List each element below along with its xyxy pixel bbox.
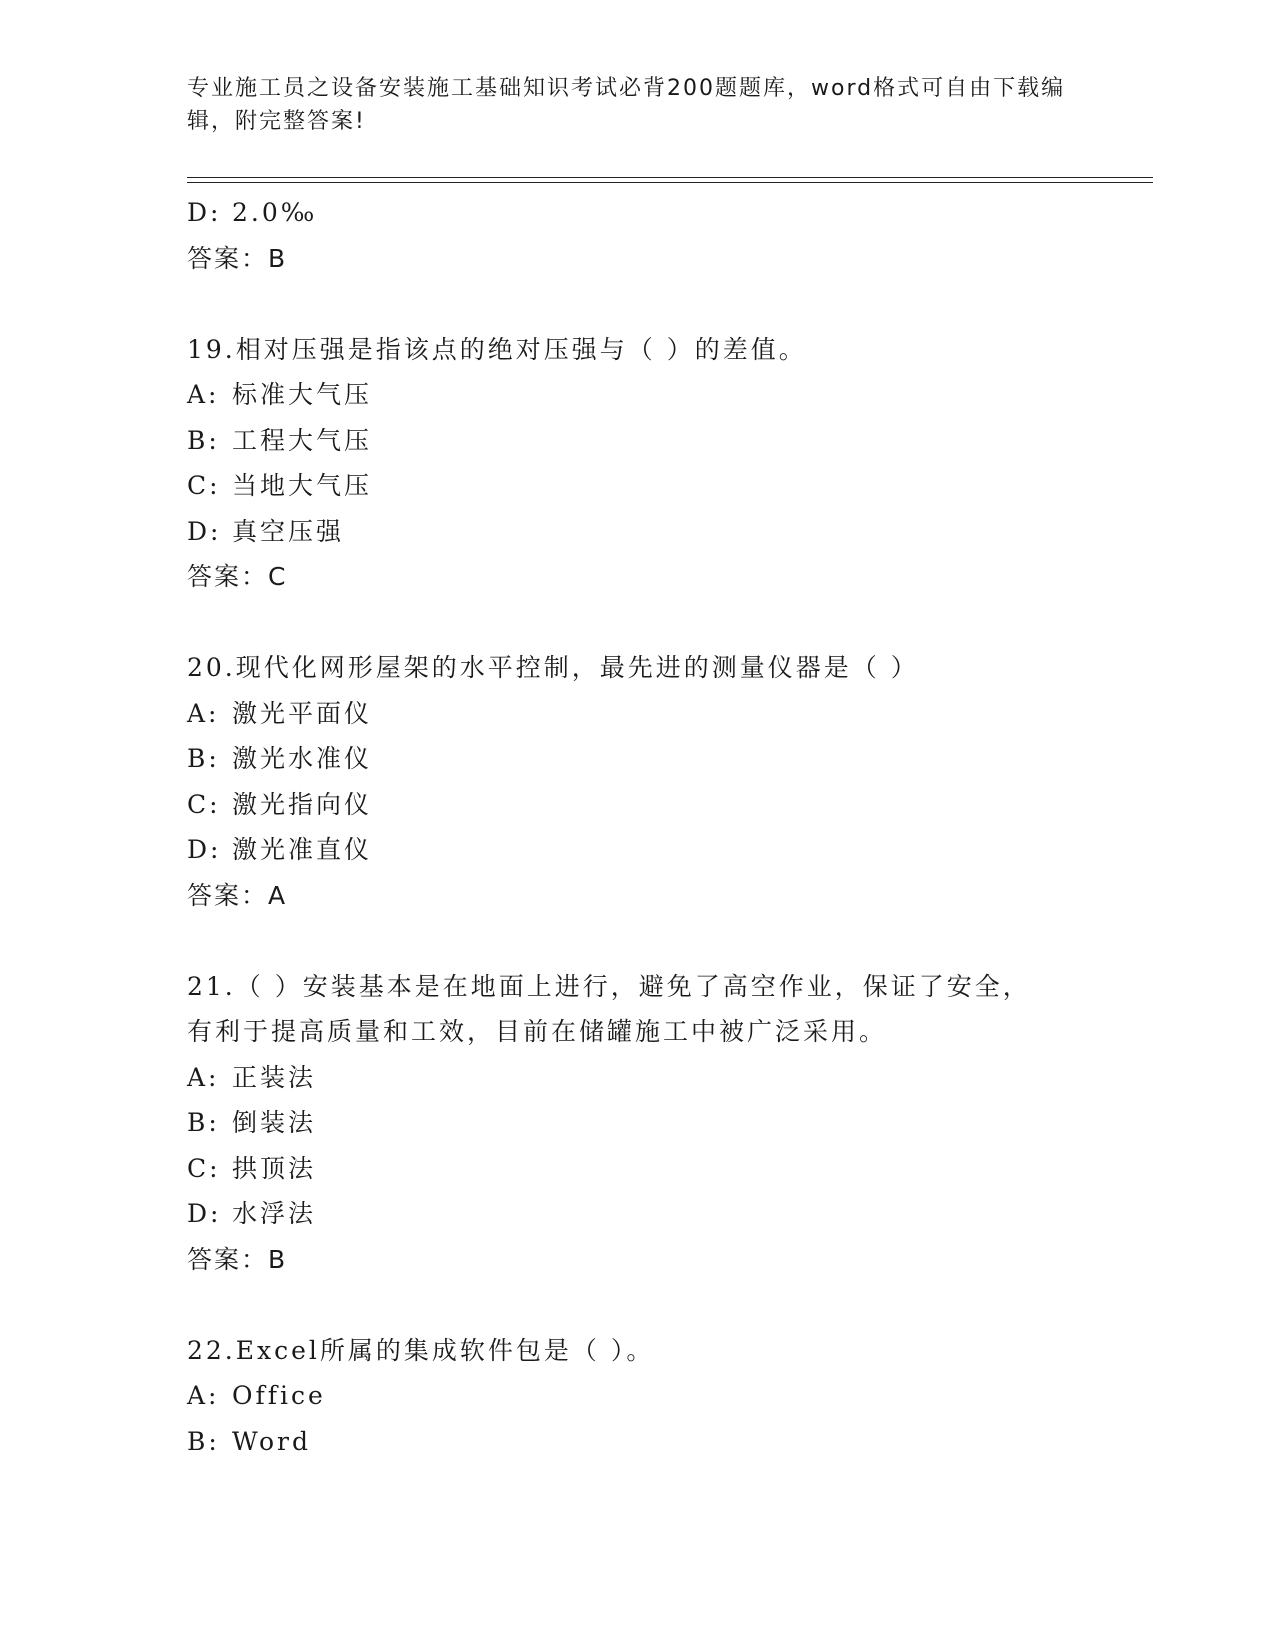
option-key: B: <box>187 744 220 773</box>
option-text: 水浮法 <box>232 1199 317 1228</box>
option-line <box>187 1191 1137 1237</box>
option-key: A: <box>187 1381 220 1410</box>
question-text: 20.现代化网形屋架的水平控制，最先进的测量仪器是（ ） <box>187 653 919 682</box>
option-key: C: <box>187 789 221 819</box>
question-text: 19.相对压强是指该点的绝对压强与（ ）的差值。 <box>187 334 807 364</box>
spacer <box>187 1282 1137 1328</box>
option-text: 标准大气压 <box>232 380 373 409</box>
option-key: C: <box>187 471 221 500</box>
question-text: 22.Excel所属的集成软件包是（ ）。 <box>187 1335 655 1365</box>
option-key: D: <box>187 835 222 864</box>
option-line <box>187 1055 1137 1101</box>
option-line <box>187 736 1137 782</box>
answer-value: A <box>268 880 288 910</box>
option-line <box>187 372 1137 418</box>
question-22 <box>187 1328 1137 1465</box>
answer-line <box>187 873 1137 919</box>
option-line <box>187 691 1137 737</box>
option-line <box>187 1373 1137 1419</box>
answer-label: 答案： <box>187 562 269 591</box>
option-key: D: <box>187 516 222 546</box>
option-text: 激光平面仪 <box>232 698 373 728</box>
question-21 <box>187 964 1137 1283</box>
header-rule-bottom <box>187 182 1153 183</box>
option-key: B: <box>187 1108 220 1137</box>
option-key: D: <box>187 1199 222 1228</box>
option-text: 真空压强 <box>232 516 345 546</box>
option-text: Office <box>232 1381 326 1410</box>
option-text: 拱顶法 <box>232 1153 317 1183</box>
option-line <box>187 1146 1137 1192</box>
option-text: 正装法 <box>232 1062 317 1092</box>
option-line <box>187 509 1137 555</box>
answer-value: B <box>268 1244 288 1274</box>
option-key: A: <box>187 380 220 409</box>
option-key: A: <box>187 1062 220 1092</box>
question-20 <box>187 645 1137 918</box>
answer-line <box>187 554 1137 600</box>
answer-label: 答案： <box>187 880 269 910</box>
option-text: 激光水准仪 <box>232 744 373 773</box>
answer-line <box>187 1237 1137 1283</box>
option-line <box>187 190 1137 236</box>
option-text: 激光指向仪 <box>232 789 373 819</box>
question-19 <box>187 327 1137 600</box>
document-header: 专业施工员之设备安装施工基础知识考试必背200题题库，word格式可自由下载编辑，附完整答案! <box>187 76 1066 134</box>
option-line <box>187 463 1137 509</box>
option-text: 工程大气压 <box>232 425 373 455</box>
option-text: Word <box>232 1426 312 1456</box>
option-line <box>187 782 1137 828</box>
option-line <box>187 418 1137 464</box>
option-line <box>187 1419 1137 1465</box>
answer-value: C <box>268 562 288 591</box>
header-rule-top <box>187 177 1153 178</box>
option-text: 当地大气压 <box>232 471 373 500</box>
answer-label: 答案： <box>187 243 269 273</box>
option-key: C: <box>187 1153 221 1183</box>
option-line <box>187 827 1137 873</box>
option-text: 2.0‰ <box>232 198 318 227</box>
option-key: D: <box>187 198 222 227</box>
document-body <box>187 190 1137 1464</box>
spacer <box>187 600 1137 646</box>
option-key: B: <box>187 1426 220 1456</box>
option-text: 倒装法 <box>232 1108 317 1137</box>
answer-value: B <box>268 243 288 273</box>
spacer <box>187 281 1137 327</box>
spacer <box>187 918 1137 964</box>
option-text: 激光准直仪 <box>232 835 373 864</box>
answer-label: 答案： <box>187 1244 269 1274</box>
answer-line <box>187 236 1137 282</box>
option-line <box>187 1100 1137 1146</box>
option-key: B: <box>187 425 220 455</box>
question-text: 21.（ ）安装基本是在地面上进行，避免了高空作业，保证了安全，有利于提高质量和工效，目前在储罐施工中被广泛采用。 <box>187 971 1031 1046</box>
option-key: A: <box>187 698 220 728</box>
